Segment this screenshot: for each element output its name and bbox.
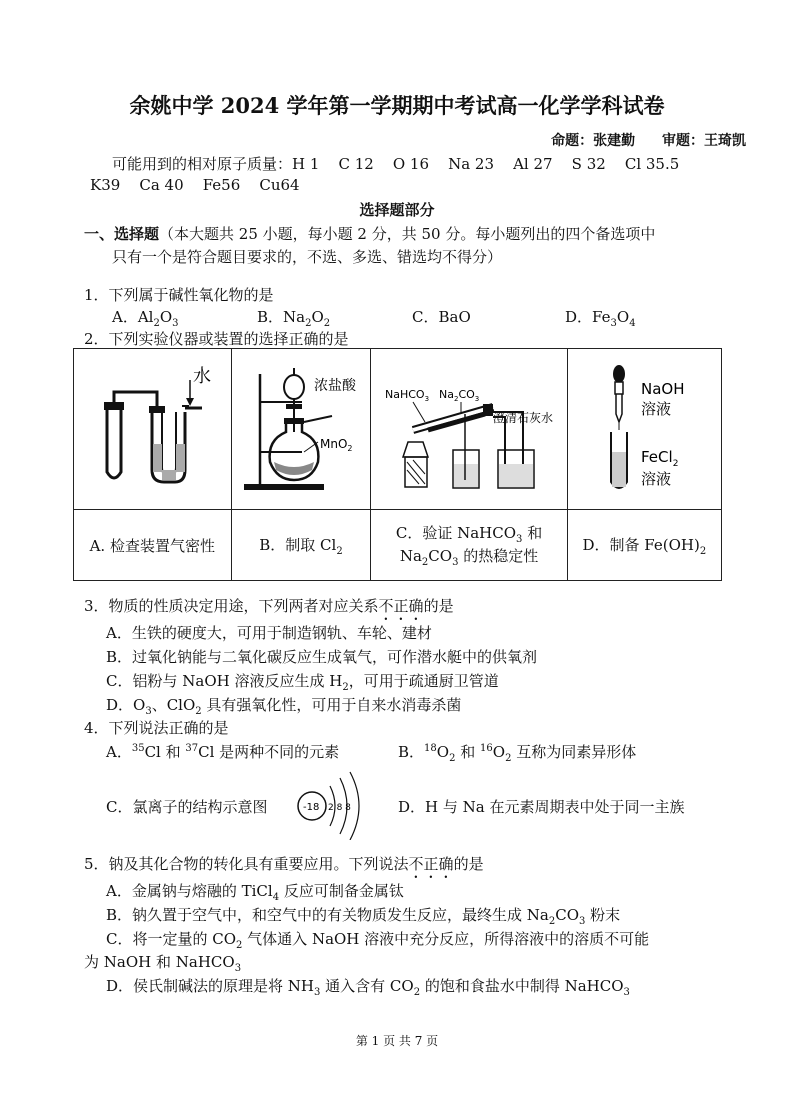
- q5-c-head: C．将一定量的 CO: [106, 930, 237, 948]
- q3-c-head: C．铝粉与 NaOH 溶液反应生成 H: [106, 672, 343, 690]
- q4-option-c: C．氯离子的结构示意图: [106, 798, 268, 816]
- authors-line: [529, 130, 746, 150]
- q5-d-head: D．侯氏制碱法的原理是将 NH: [106, 977, 315, 995]
- q4-b-mid: 和: [460, 743, 481, 761]
- nucleus-charge: -18: [303, 802, 320, 813]
- paper-title: 余姚中学 2024 学年第一学期期中考试高一化学学科试卷: [129, 93, 665, 118]
- atomic-masses-line2: K39 Ca 40 Fe56 Cu64: [90, 176, 300, 194]
- q5-option-b: B．钠久置于空气中，和空气中的有关物质发生反应，最终生成 $Na_2CO_3$ 粉末: [106, 906, 621, 927]
- conc-hcl-label: 浓盐酸: [313, 378, 356, 394]
- q3-option-c: C．铝粉与 NaOH 溶液反应生成 $H_2$，可用于疏通厨卫管道: [106, 672, 499, 693]
- page-footer: 第 1 页 共 7 页: [355, 1034, 439, 1048]
- feoh2-preparation-diagram: [569, 352, 719, 502]
- na2co3-label: $Na_2CO_3$: [439, 388, 480, 403]
- q5-option-a: A．金属钠与熔融的 TiCl$_4$ 反应可制备金属钛: [106, 882, 404, 903]
- thermal-stability-diagram: [373, 352, 565, 502]
- q5-stem: [84, 853, 484, 882]
- caption-c-tail1: 和: [527, 524, 543, 542]
- q4-option-b: B．$^{18}O_2$ 和 $^{16}O_2$ 互称为同素异形体: [398, 743, 637, 764]
- instructions-2: 只有一个是符合题目要求的，不选、多选、错选均不得分）: [112, 248, 503, 266]
- caption-c: C．验证 NaHCO$_3$ 和 $Na_2CO_3$ 的热稳定性: [371, 510, 567, 581]
- caption-d: D．制备 $Fe(OH)_2$: [567, 510, 721, 581]
- caption-d-text: D．制备 Fe(OH): [582, 535, 700, 554]
- q4-stem: 4．下列说法正确的是: [84, 719, 229, 737]
- q1-c-text: BaO: [438, 308, 471, 326]
- q3-stem-emphasis: 不正确: [378, 597, 424, 615]
- q2-stem: 2．下列实验仪器或装置的选择正确的是: [84, 330, 349, 348]
- section-title: 选择题部分: [359, 201, 435, 219]
- q1-option-c: [412, 306, 471, 327]
- q3-stem-tail: 的是: [423, 597, 454, 615]
- atomic-masses-line1: 可能用到的相对原子质量：H 1 C 12 O 16 Na 23 Al 27 S 32 Cl 35.5: [112, 155, 680, 173]
- instructions-1: （本大题共 25 小题，每小题 2 分，共 50 分。每小题列出的四个备选项中: [159, 225, 656, 243]
- fecl2-solution-label: 溶液: [641, 470, 672, 488]
- q4-option-d: D．H 与 Na 在元素周期表中处于同一主族: [398, 798, 685, 816]
- chlorine-generator-diagram: [232, 352, 370, 502]
- q4-a-mid: Cl 和: [144, 743, 186, 761]
- q1-option-b: B．$Na_2O_2$: [257, 308, 331, 329]
- q5-stem-tail: 的是: [453, 855, 484, 873]
- setter: 命题：张建勤: [551, 133, 636, 149]
- caption-b-text: B．制取 Cl: [259, 535, 337, 554]
- nahco3-label-text: NaHCO: [385, 388, 425, 401]
- caption-c-head2: Na: [399, 547, 422, 565]
- q5-b-tail: 粉末: [585, 906, 621, 924]
- apparatus-a: [74, 349, 232, 510]
- apparatus-d: [567, 349, 721, 510]
- q1-stem: 1．下列属于碱性氧化物的是: [84, 286, 274, 304]
- na2co3-label-text: Na: [439, 388, 455, 401]
- q5-a-tail: 反应可制备金属钛: [279, 882, 404, 900]
- q3-stem: [84, 595, 454, 624]
- naoh-label: NaOH: [641, 380, 685, 398]
- q3-stem-head: 3．物质的性质决定用途，下列两者对应关系: [84, 597, 379, 615]
- q3-d-mid: 、ClO: [151, 696, 196, 714]
- q5-option-c-cont: 为 NaOH 和 NaHCO$_3$: [84, 953, 242, 974]
- fecl2-label-text: FeCl: [641, 448, 674, 466]
- q4-a-pre: A．: [106, 743, 132, 761]
- q1-d-label: D．: [565, 308, 593, 326]
- airtightness-apparatus-diagram: [77, 352, 227, 502]
- part-heading: 一、选择题: [84, 225, 160, 243]
- mno2-label-text: MnO: [319, 437, 348, 451]
- q3-option-d: D．$O_3$、ClO$_2$ 具有强氧化性，可用于自来水消毒杀菌: [106, 696, 462, 717]
- water-label: 水: [193, 366, 212, 387]
- apparatus-table: [73, 348, 722, 581]
- q5-stem-emphasis: 不正确: [408, 855, 454, 873]
- q4-a-tail: Cl 是两种不同的元素: [198, 743, 340, 761]
- q1-option-d: D．$Fe_3O_4$: [565, 308, 636, 329]
- q3-option-b: B．过氧化钠能与二氧化碳反应生成氧气，可作潜水艇中的供氧剂: [106, 648, 538, 666]
- nahco3-label: NaHCO$_3$: [385, 388, 430, 403]
- q3-d-tail: 具有强氧化性，可用于自来水消毒杀菌: [201, 696, 462, 714]
- q1-option-a: A．$Al_2O_3$: [112, 308, 179, 329]
- q5-c-mid: 气体通入 NaOH 溶液中充分反应，所得溶液中的溶质不可能: [242, 930, 650, 948]
- naoh-solution-label: 溶液: [641, 400, 672, 418]
- q3-d-head: D．O: [106, 696, 146, 714]
- q5-d-tail: 的饱和食盐水中制得 NaHCO: [420, 977, 624, 995]
- q3-option-a: A．生铁的硬度大，可用于制造钢轨、车轮、建材: [106, 624, 432, 642]
- part-instructions: [84, 223, 655, 244]
- q1-b-label: B．: [257, 308, 284, 326]
- caption-b: B．制取 $Cl_2$: [231, 510, 371, 581]
- q5-d-mid: 通入含有 CO: [320, 977, 414, 995]
- q3-c-tail: ，可用于疏通厨卫管道: [348, 672, 499, 690]
- chloride-ion-structure-diagram: [290, 768, 370, 840]
- q1-a-label: A．: [112, 308, 138, 326]
- q5-b-head: B．钠久置于空气中，和空气中的有关物质发生反应，最终生成 Na: [106, 906, 549, 924]
- q4-b-tail: 互称为同素异形体: [511, 743, 637, 761]
- electron-shells: 2 8 8: [328, 803, 351, 813]
- reviewer: 审题：王琦凯: [662, 133, 746, 149]
- q5-option-d: D．侯氏制碱法的原理是将 $NH_3$ 通入含有 $CO_2$ 的饱和食盐水中制得 NaHCO$_3$: [106, 977, 630, 998]
- limewater-label: 澄清石灰水: [493, 411, 554, 425]
- caption-c-tail2: 的热稳定性: [463, 547, 539, 565]
- caption-a: A. 检查装置气密性: [74, 510, 232, 581]
- q4-option-a: A．$^{35}$Cl 和 $^{37}$Cl 是两种不同的元素: [106, 743, 340, 761]
- fecl2-label: FeCl$_2$: [641, 448, 679, 469]
- apparatus-c: [371, 349, 567, 510]
- q4-b-pre: B．: [398, 743, 425, 761]
- q1-c-label: C．: [412, 308, 439, 326]
- apparatus-b: [231, 349, 371, 510]
- q5-stem-head: 5．钠及其化合物的转化具有重要应用。下列说法: [84, 855, 409, 873]
- q5-a-head: A．金属钠与熔融的 TiCl: [106, 882, 273, 900]
- q5-option-c: C．将一定量的 $CO_2$ 气体通入 NaOH 溶液中充分反应，所得溶液中的溶质不可能: [106, 930, 650, 951]
- mno2-label: MnO$_2$: [319, 437, 353, 453]
- caption-c-text1: C．验证 NaHCO: [395, 524, 517, 542]
- q5-c2-head: 为 NaOH 和 NaHCO: [84, 953, 235, 971]
